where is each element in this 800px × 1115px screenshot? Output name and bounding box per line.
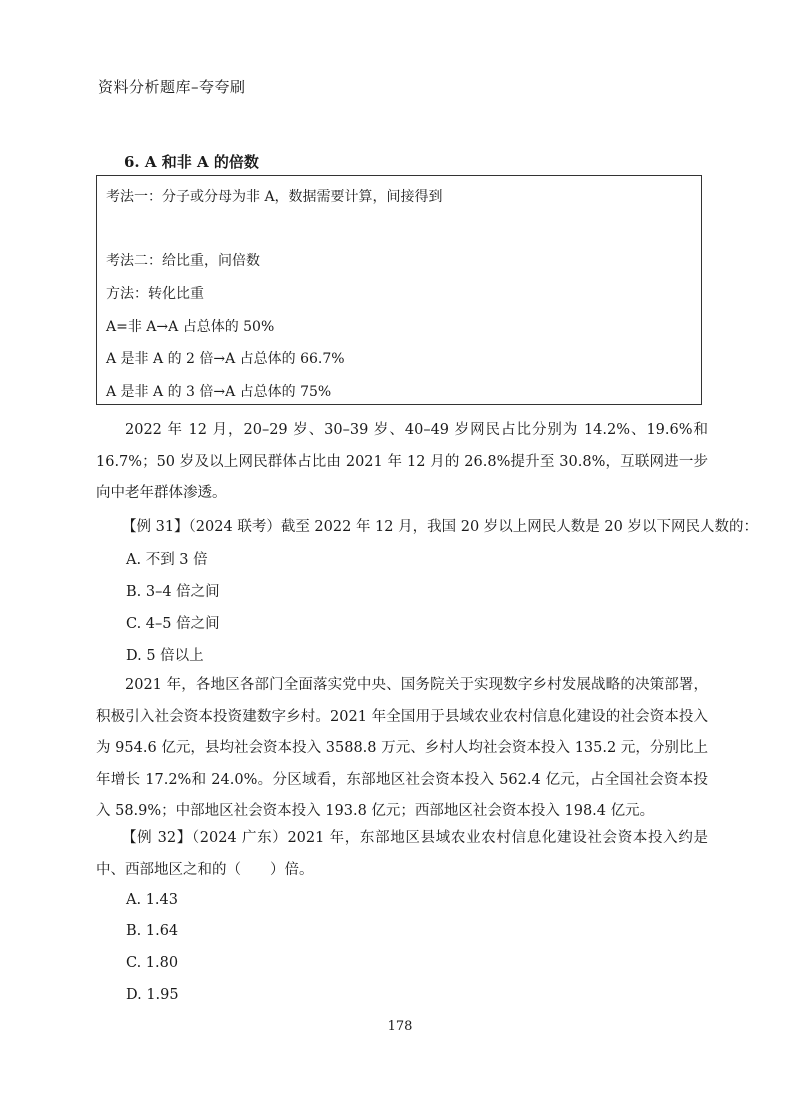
question-32-option-c: C. 1.80: [126, 955, 179, 971]
page-number: 178: [387, 1019, 413, 1034]
method-line-6: A 是非 A 的 3 倍→A 占总体的 75%: [106, 384, 332, 400]
question-32-option-b: B. 1.64: [126, 923, 179, 939]
methods-box: [96, 175, 702, 405]
question-32-stem: 【例 32】（2024 广东）2021 年，东部地区县域农业农村信息化建设社会资本投入约是中、西部地区之和的（ ）倍。: [96, 830, 708, 878]
question-31-option-c: C. 4–5 倍之间: [126, 616, 220, 632]
method-line-4: A=非 A→A 占总体的 50%: [106, 319, 275, 335]
method-line-2: 考法二：给比重，问倍数: [106, 253, 260, 269]
method-line-3: 方法：转化比重: [106, 286, 204, 302]
page-header: 资料分析题库–夸夸刷: [98, 78, 246, 96]
material-paragraph-1: 2022 年 12 月，20–29 岁、30–39 岁、40–49 岁网民占比分别为 14.2%、19.6%和 16.7%；50 岁及以上网民群体占比由 2021 年 12 月的 26.8%提升至 30.8%，互联网进一步向中老年群体渗透。: [96, 422, 708, 501]
question-31-stem: 【例 31】（2024 联考）截至 2022 年 12 月，我国 20 岁以上网民人数是 20 岁以下网民人数的：: [122, 519, 758, 535]
method-line-5: A 是非 A 的 2 倍→A 占总体的 66.7%: [106, 351, 345, 367]
question-31-option-d: D. 5 倍以上: [126, 648, 204, 664]
question-32-option-a: A. 1.43: [126, 892, 178, 908]
section-title: 6. A 和非 A 的倍数: [124, 153, 259, 171]
question-31-option-a: A. 不到 3 倍: [126, 552, 208, 568]
material-paragraph-2: 2021 年，各地区各部门全面落实党中央、国务院关于实现数字乡村发展战略的决策部署，积极引入社会资本投资建数字乡村。2021 年全国用于县域农业农村信息化建设的社会资本投入为 954.6 亿元，县均社会资本投入 3588.8 万元、乡村人均社会资本投入 135.2 元，分别比上年增长 17.2%和 24.0%。分区域看，东部地区社会资本投入 562.4 亿元，占全国社会资本投入 58.9%；中部地区社会资本投入 193.8 亿元；西部地区社会资本投入 198.4 亿元。: [96, 677, 708, 819]
question-31-option-b: B. 3–4 倍之间: [126, 584, 220, 600]
method-line-1: 考法一：分子或分母为非 A，数据需要计算，间接得到: [106, 189, 443, 205]
question-32-option-d: D. 1.95: [126, 987, 179, 1003]
